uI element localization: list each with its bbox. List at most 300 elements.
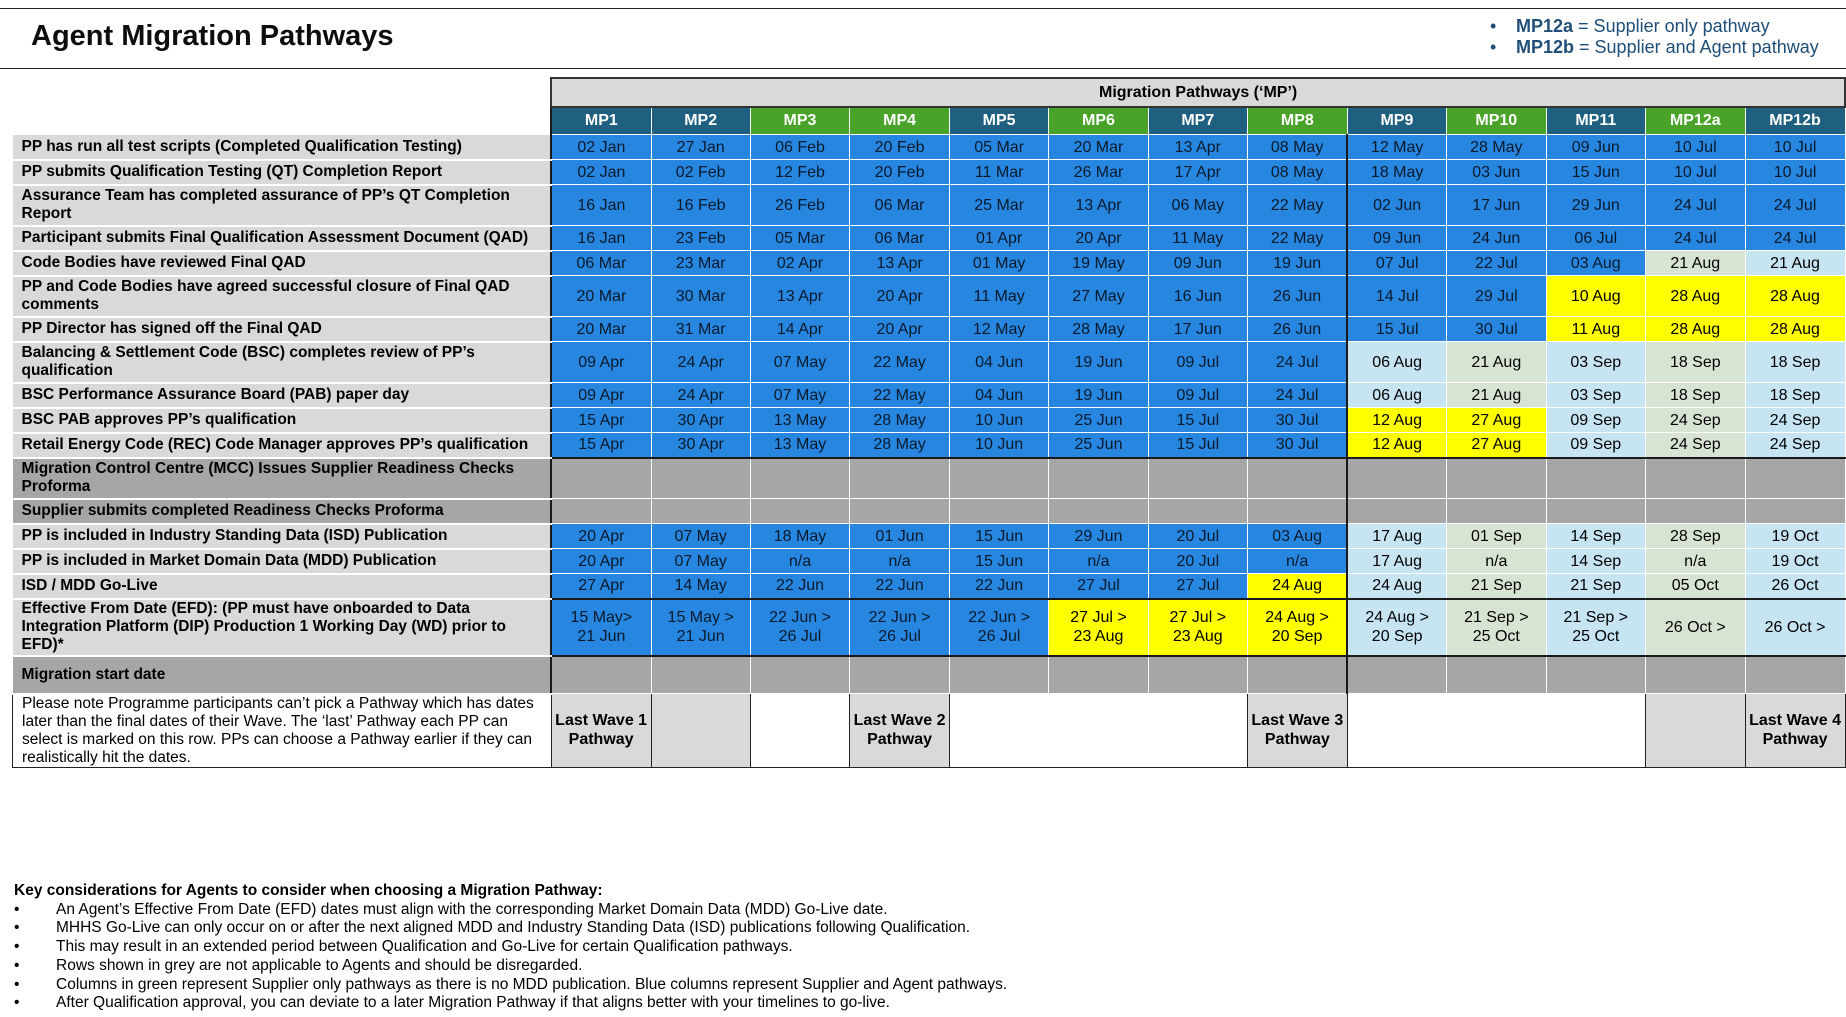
date-cell: 03 Aug [1247, 524, 1347, 549]
date-cell: 21 Sep > 25 Oct [1447, 599, 1546, 656]
date-cell: 19 Oct [1745, 524, 1845, 549]
date-cell: 10 Jun [949, 408, 1048, 433]
pathway-note: Please note Programme participants can’t pick a Pathway which has dates later than the final dates of their Wave. The ‘last’ Pathway each PP can select is marked on this row. PPs can choose a Pathway earlier if they can realistically hit the dates. [13, 694, 552, 768]
date-cell: 12 Aug [1347, 433, 1446, 458]
row-label: Assurance Team has completed assurance of PP’s QT Completion Report [13, 185, 552, 226]
date-cell: 13 Apr [850, 251, 950, 276]
date-cell: 24 Jul [1745, 226, 1845, 251]
date-cell: 06 Mar [850, 185, 950, 226]
date-cell [850, 656, 950, 694]
date-cell: 13 Apr [1148, 135, 1247, 160]
column-header-mp5: MP5 [949, 107, 1048, 135]
date-cell: 06 Feb [750, 135, 849, 160]
date-cell: 20 Apr [1049, 226, 1148, 251]
table-row [13, 599, 1846, 656]
date-cell: 03 Aug [1546, 251, 1645, 276]
date-cell: 05 Mar [949, 135, 1048, 160]
page-title: Agent Migration Pathways [31, 20, 394, 52]
date-cell: 22 Jul [1447, 251, 1546, 276]
date-cell: 28 May [850, 408, 950, 433]
date-cell: 06 Aug [1347, 342, 1446, 383]
date-cell: 31 Mar [651, 317, 750, 342]
row-label: PP is included in Industry Standing Data (ISD) Publication [13, 524, 552, 549]
date-cell: 09 Apr [551, 342, 651, 383]
column-header-mp10: MP10 [1447, 107, 1546, 135]
date-cell: 28 Aug [1646, 276, 1746, 317]
date-cell [949, 458, 1048, 499]
date-cell: 24 Jul [1646, 185, 1746, 226]
blank-cell [1646, 694, 1746, 768]
date-cell: 22 May [850, 342, 950, 383]
date-cell [1546, 656, 1645, 694]
date-cell: 22 Jun [949, 574, 1048, 599]
date-cell: 01 May [949, 251, 1048, 276]
date-cell: 24 Apr [651, 342, 750, 383]
date-cell: 20 Jul [1148, 524, 1247, 549]
date-cell: n/a [750, 549, 849, 574]
date-cell: 26 Mar [1049, 160, 1148, 185]
date-cell: 10 Jul [1745, 135, 1845, 160]
date-cell [551, 656, 651, 694]
date-cell [1247, 656, 1347, 694]
date-cell: 19 May [1049, 251, 1148, 276]
date-cell: 07 May [651, 524, 750, 549]
date-cell: 17 Aug [1347, 524, 1446, 549]
date-cell: 25 Jun [1049, 433, 1148, 458]
date-cell [750, 458, 849, 499]
date-cell: 30 Jul [1447, 317, 1546, 342]
date-cell: 24 Aug [1347, 574, 1446, 599]
date-cell: 24 Sep [1745, 433, 1845, 458]
date-cell [1148, 656, 1247, 694]
date-cell: 26 Oct [1745, 574, 1845, 599]
date-cell: 26 Feb [750, 185, 849, 226]
date-cell: 21 Aug [1646, 251, 1746, 276]
date-cell: 20 Apr [551, 524, 651, 549]
date-cell: 20 Apr [850, 276, 950, 317]
date-cell [1148, 499, 1247, 524]
date-cell: 24 Apr [651, 383, 750, 408]
date-cell: 28 Aug [1745, 317, 1845, 342]
date-cell: 10 Aug [1546, 276, 1645, 317]
row-label: Supplier submits completed Readiness Checks Proforma [13, 499, 552, 524]
date-cell: 15 May > 21 Jun [651, 599, 750, 656]
table-row [13, 276, 1846, 317]
date-cell: 26 Jun [1247, 276, 1347, 317]
legend-text: = Supplier and Agent pathway [1574, 37, 1819, 57]
date-cell: 09 Sep [1546, 408, 1645, 433]
column-header-mp9: MP9 [1347, 107, 1446, 135]
date-cell: 29 Jun [1546, 185, 1645, 226]
date-cell: 28 May [1049, 317, 1148, 342]
date-cell: 27 Apr [551, 574, 651, 599]
date-cell: 11 May [1148, 226, 1247, 251]
date-cell: 17 Aug [1347, 549, 1446, 574]
date-cell: 24 Sep [1646, 433, 1746, 458]
table-row [13, 656, 1846, 694]
column-header-mp8: MP8 [1247, 107, 1347, 135]
date-cell: 09 Apr [551, 383, 651, 408]
date-cell: 15 Apr [551, 408, 651, 433]
date-cell: 14 May [651, 574, 750, 599]
date-cell [551, 458, 651, 499]
date-cell: 02 Jun [1347, 185, 1446, 226]
date-cell [1745, 499, 1845, 524]
last-wave-4-cell: Last Wave 4 Pathway [1745, 694, 1845, 768]
date-cell [1745, 656, 1845, 694]
row-label: PP is included in Market Domain Data (MDD) Publication [13, 549, 552, 574]
date-cell: 08 May [1247, 135, 1347, 160]
date-cell: 22 May [1247, 185, 1347, 226]
date-cell: 23 Mar [651, 251, 750, 276]
date-cell: 22 Jun > 26 Jul [850, 599, 950, 656]
row-label: Code Bodies have reviewed Final QAD [13, 251, 552, 276]
date-cell: 20 Mar [551, 276, 651, 317]
date-cell: 18 Sep [1646, 342, 1746, 383]
date-cell [850, 458, 950, 499]
table-row [13, 226, 1846, 251]
date-cell: 22 May [850, 383, 950, 408]
date-cell: 12 May [1347, 135, 1446, 160]
date-cell [1546, 499, 1645, 524]
legend-code: MP12b [1516, 37, 1575, 57]
date-cell: 02 Jan [551, 160, 651, 185]
date-cell [1546, 458, 1645, 499]
date-cell: 10 Jul [1745, 160, 1845, 185]
date-cell: 13 Apr [1049, 185, 1148, 226]
date-cell: 20 Feb [850, 135, 950, 160]
date-cell: 02 Apr [750, 251, 849, 276]
date-cell: 28 May [850, 433, 950, 458]
date-cell: 27 Jul [1049, 574, 1148, 599]
legend-item-mp12a [1490, 16, 1819, 37]
date-cell: 12 May [949, 317, 1048, 342]
row-label: ISD / MDD Go-Live [13, 574, 552, 599]
date-cell: 24 Aug > 20 Sep [1347, 599, 1446, 656]
date-cell: 24 Sep [1646, 408, 1746, 433]
row-label: PP has run all test scripts (Completed Qualification Testing) [13, 135, 552, 160]
date-cell [1447, 458, 1546, 499]
date-cell: 01 Sep [1447, 524, 1546, 549]
date-cell: 06 Mar [850, 226, 950, 251]
date-cell: 03 Sep [1546, 342, 1645, 383]
date-cell: 28 Aug [1646, 317, 1746, 342]
date-cell: 07 May [651, 549, 750, 574]
key-considerations [14, 882, 1007, 1013]
date-cell: 30 Mar [651, 276, 750, 317]
date-cell: 27 Jul > 23 Aug [1148, 599, 1247, 656]
row-label: BSC Performance Assurance Board (PAB) paper day [13, 383, 552, 408]
date-cell: 19 Jun [1247, 251, 1347, 276]
date-cell: 22 Jun > 26 Jul [750, 599, 849, 656]
date-cell: 07 May [750, 342, 849, 383]
date-cell: 03 Sep [1546, 383, 1645, 408]
date-cell [750, 656, 849, 694]
date-cell: 13 May [750, 433, 849, 458]
legend-item-mp12b [1490, 37, 1819, 58]
header-rule [0, 68, 1846, 69]
column-header-mp4: MP4 [850, 107, 950, 135]
date-cell: 15 Jul [1347, 317, 1446, 342]
row-label: Migration Control Centre (MCC) Issues Supplier Readiness Checks Proforma [13, 458, 552, 499]
date-cell: 18 May [750, 524, 849, 549]
date-cell [1049, 458, 1148, 499]
date-cell: 26 Oct > [1745, 599, 1845, 656]
table-row [13, 383, 1846, 408]
blank-corner [13, 78, 552, 107]
table-row [13, 160, 1846, 185]
blank-cell [949, 694, 1247, 768]
date-cell: 04 Jun [949, 342, 1048, 383]
legend-text: = Supplier only pathway [1573, 16, 1770, 36]
date-cell: 15 Jun [949, 549, 1048, 574]
date-cell: 20 Mar [1049, 135, 1148, 160]
date-cell: 06 Jul [1546, 226, 1645, 251]
date-cell [1247, 499, 1347, 524]
date-cell [1646, 458, 1746, 499]
column-header-mp11: MP11 [1546, 107, 1645, 135]
last-pathway-row [13, 694, 1846, 768]
date-cell: 20 Feb [850, 160, 950, 185]
date-cell: 21 Aug [1745, 251, 1845, 276]
date-cell [1148, 458, 1247, 499]
date-cell: 14 Sep [1546, 549, 1645, 574]
legend-code: MP12a [1516, 16, 1574, 36]
date-cell: 27 May [1049, 276, 1148, 317]
table-row [13, 574, 1846, 599]
last-wave-3-cell: Last Wave 3 Pathway [1247, 694, 1347, 768]
table-row [13, 251, 1846, 276]
date-cell: 24 Jul [1247, 383, 1347, 408]
date-cell: 09 Sep [1546, 433, 1645, 458]
date-cell [1049, 499, 1148, 524]
date-cell [750, 499, 849, 524]
date-cell: 25 Jun [1049, 408, 1148, 433]
date-cell: 04 Jun [949, 383, 1048, 408]
table-row [13, 524, 1846, 549]
date-cell: 24 Jul [1745, 185, 1845, 226]
date-cell: 26 Jun [1247, 317, 1347, 342]
date-cell: 21 Sep [1447, 574, 1546, 599]
key-item: • This may result in an extended period between Qualification and Go-Live for certain Qualification pathways. [14, 938, 1007, 957]
date-cell: 22 Jun [850, 574, 950, 599]
date-cell: 15 Apr [551, 433, 651, 458]
date-cell [1646, 656, 1746, 694]
table-row [13, 135, 1846, 160]
date-cell [1347, 499, 1446, 524]
date-cell [1247, 458, 1347, 499]
date-cell: n/a [1447, 549, 1546, 574]
legend [1490, 16, 1819, 58]
date-cell: 28 May [1447, 135, 1546, 160]
date-cell: 15 May> 21 Jun [551, 599, 651, 656]
date-cell: 12 Feb [750, 160, 849, 185]
date-cell: 06 Mar [551, 251, 651, 276]
date-cell: 11 Aug [1546, 317, 1645, 342]
date-cell: 14 Apr [750, 317, 849, 342]
group-header: Migration Pathways (‘MP’) [551, 78, 1845, 107]
date-cell: 10 Jun [949, 433, 1048, 458]
date-cell: 24 Aug > 20 Sep [1247, 599, 1347, 656]
last-wave-1-cell: Last Wave 1 Pathway [551, 694, 651, 768]
date-cell [850, 499, 950, 524]
date-cell: 21 Sep [1546, 574, 1645, 599]
date-cell: 13 Apr [750, 276, 849, 317]
column-header-mp3: MP3 [750, 107, 849, 135]
column-header-mp6: MP6 [1049, 107, 1148, 135]
date-cell: 30 Apr [651, 433, 750, 458]
date-cell: 07 May [750, 383, 849, 408]
date-cell: 28 Sep [1646, 524, 1746, 549]
date-cell: n/a [1247, 549, 1347, 574]
date-cell [551, 499, 651, 524]
date-cell: 22 Jun > 26 Jul [949, 599, 1048, 656]
date-cell: 15 Jul [1148, 433, 1247, 458]
table-row [13, 408, 1846, 433]
last-wave-2-cell: Last Wave 2 Pathway [850, 694, 950, 768]
table-row [13, 185, 1846, 226]
column-header-mp12b: MP12b [1745, 107, 1845, 135]
date-cell: 14 Sep [1546, 524, 1645, 549]
date-cell: 26 Oct > [1646, 599, 1746, 656]
key-item: • MHHS Go-Live can only occur on or after the next aligned MDD and Industry Standing Data (ISD) publications following Qualification. [14, 919, 1007, 938]
column-header-mp7: MP7 [1148, 107, 1247, 135]
date-cell: 06 Aug [1347, 383, 1446, 408]
top-rule [0, 8, 1846, 9]
date-cell: 08 May [1247, 160, 1347, 185]
date-cell: 22 May [1247, 226, 1347, 251]
column-header-mp1: MP1 [551, 107, 651, 135]
date-cell: 06 May [1148, 185, 1247, 226]
row-label: PP submits Qualification Testing (QT) Completion Report [13, 160, 552, 185]
date-cell: 30 Jul [1247, 433, 1347, 458]
table-row [13, 499, 1846, 524]
date-cell: 22 Jun [750, 574, 849, 599]
date-cell: 18 May [1347, 160, 1446, 185]
key-item: • After Qualification approval, you can deviate to a later Migration Pathway if that aligns better with your timelines to go-live. [14, 994, 1007, 1013]
blank-corner [13, 107, 552, 135]
date-cell: 21 Sep > 25 Oct [1546, 599, 1645, 656]
group-header-row [13, 78, 1846, 107]
column-header-row [13, 107, 1846, 135]
date-cell [1447, 656, 1546, 694]
date-cell: 10 Jul [1646, 160, 1746, 185]
date-cell [1347, 458, 1446, 499]
date-cell: 27 Aug [1447, 433, 1546, 458]
date-cell [651, 656, 750, 694]
date-cell: 17 Jun [1447, 185, 1546, 226]
date-cell: 24 Jun [1447, 226, 1546, 251]
date-cell: 27 Jul > 23 Aug [1049, 599, 1148, 656]
date-cell: 01 Apr [949, 226, 1048, 251]
date-cell: 09 Jun [1148, 251, 1247, 276]
key-item: • Rows shown in grey are not applicable to Agents and should be disregarded. [14, 957, 1007, 976]
date-cell [1347, 656, 1446, 694]
date-cell: 29 Jun [1049, 524, 1148, 549]
date-cell: 23 Feb [651, 226, 750, 251]
date-cell: 28 Aug [1745, 276, 1845, 317]
date-cell: 03 Jun [1447, 160, 1546, 185]
date-cell [1646, 499, 1746, 524]
table-row [13, 433, 1846, 458]
row-label: Effective From Date (EFD): (PP must have onboarded to Data Integration Platform (DIP) Production 1 Working Day (WD) prior to EFD)* [13, 599, 552, 656]
migration-pathways-table [12, 77, 1846, 768]
row-label: PP and Code Bodies have agreed successful closure of Final QAD comments [13, 276, 552, 317]
date-cell: 05 Mar [750, 226, 849, 251]
row-label: Retail Energy Code (REC) Code Manager approves PP’s qualification [13, 433, 552, 458]
table-row [13, 458, 1846, 499]
key-item: • Columns in green represent Supplier only pathways as there is no MDD publication. Blue columns represent Supplier and Agent pathways. [14, 976, 1007, 995]
date-cell: 27 Aug [1447, 408, 1546, 433]
date-cell: 09 Jun [1546, 135, 1645, 160]
date-cell: 24 Aug [1247, 574, 1347, 599]
date-cell: 20 Jul [1148, 549, 1247, 574]
date-cell: 18 Sep [1646, 383, 1746, 408]
date-cell: 21 Aug [1447, 342, 1546, 383]
date-cell [1745, 458, 1845, 499]
date-cell [651, 499, 750, 524]
date-cell: 15 Jun [1546, 160, 1645, 185]
date-cell: 12 Aug [1347, 408, 1446, 433]
date-cell: 11 Mar [949, 160, 1048, 185]
date-cell: 13 May [750, 408, 849, 433]
date-cell: 20 Apr [850, 317, 950, 342]
key-considerations-title: Key considerations for Agents to consider when choosing a Migration Pathway: [14, 882, 603, 899]
row-label: Participant submits Final Qualification Assessment Document (QAD) [13, 226, 552, 251]
date-cell: 16 Feb [651, 185, 750, 226]
date-cell: n/a [850, 549, 950, 574]
date-cell: 09 Jul [1148, 383, 1247, 408]
date-cell: 07 Jul [1347, 251, 1446, 276]
date-cell: 19 Jun [1049, 342, 1148, 383]
row-label: Migration start date [13, 656, 552, 694]
date-cell: 27 Jul [1148, 574, 1247, 599]
blank-cell [1347, 694, 1645, 768]
date-cell [949, 656, 1048, 694]
date-cell: n/a [1049, 549, 1148, 574]
date-cell: 30 Apr [651, 408, 750, 433]
date-cell: 17 Jun [1148, 317, 1247, 342]
column-header-mp12a: MP12a [1646, 107, 1746, 135]
date-cell: 01 Jun [850, 524, 950, 549]
date-cell: 25 Mar [949, 185, 1048, 226]
row-label: Balancing & Settlement Code (BSC) completes review of PP’s qualification [13, 342, 552, 383]
row-label: PP Director has signed off the Final QAD [13, 317, 552, 342]
date-cell: 16 Jan [551, 226, 651, 251]
date-cell: 24 Jul [1646, 226, 1746, 251]
date-cell: 09 Jul [1148, 342, 1247, 383]
table-row [13, 317, 1846, 342]
table-row [13, 549, 1846, 574]
key-item: • An Agent’s Effective From Date (EFD) dates must align with the corresponding Market Domain Data (MDD) Go-Live date. [14, 901, 1007, 920]
date-cell [651, 458, 750, 499]
date-cell: 05 Oct [1646, 574, 1746, 599]
date-cell: 15 Jun [949, 524, 1048, 549]
date-cell: 19 Jun [1049, 383, 1148, 408]
date-cell: 18 Sep [1745, 383, 1845, 408]
date-cell: 14 Jul [1347, 276, 1446, 317]
date-cell: 27 Jan [651, 135, 750, 160]
date-cell: 24 Sep [1745, 408, 1845, 433]
date-cell: 16 Jun [1148, 276, 1247, 317]
date-cell: 21 Aug [1447, 383, 1546, 408]
date-cell: 18 Sep [1745, 342, 1845, 383]
date-cell: 20 Mar [551, 317, 651, 342]
blank-cell [750, 694, 849, 768]
date-cell: 10 Jul [1646, 135, 1746, 160]
date-cell: 02 Feb [651, 160, 750, 185]
date-cell: n/a [1646, 549, 1746, 574]
